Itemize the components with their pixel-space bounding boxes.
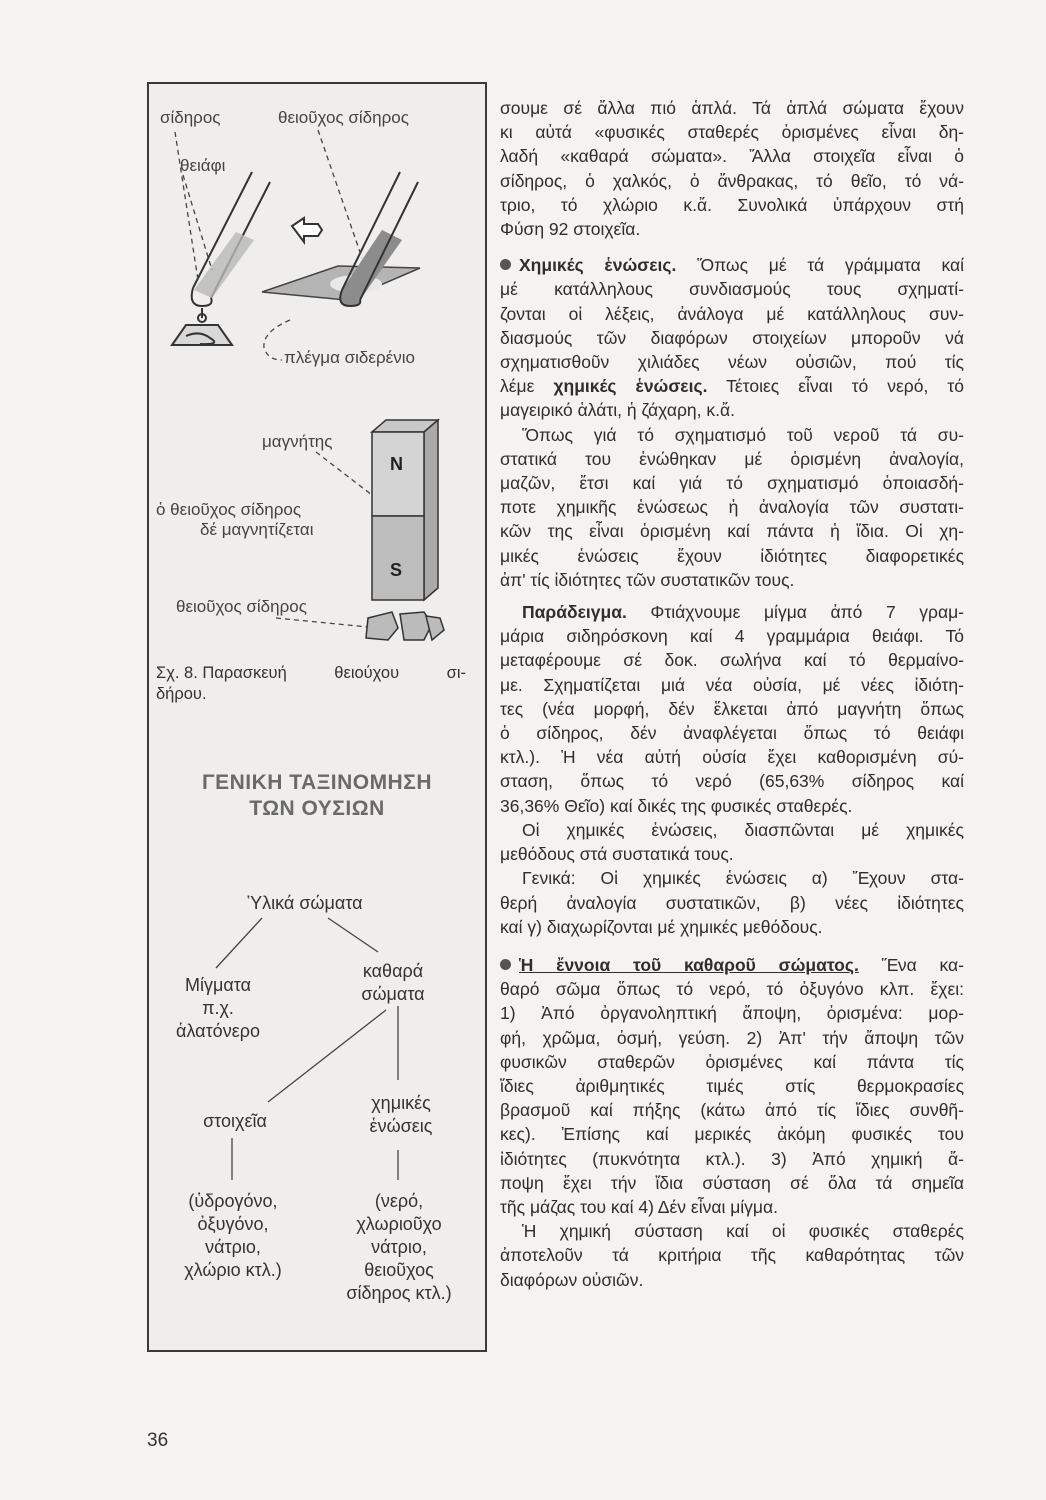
section-chemical-compounds (500, 253, 964, 592)
text-line: 36,36% Θεῖο) καί δικές της φυσικές σταθερές. (500, 795, 853, 816)
text-line: Ἡ χημική σύσταση καί οἱ φυσικές σταθερές (522, 1221, 964, 1242)
text-line: μάρια σιδηρόσκονη καί 4 γραμμάρια θειάφι. Τό (500, 626, 964, 647)
text-line: ἀποτελοῦν τά κριτήρια τῆς καθαρότητας τῶν (500, 1245, 964, 1266)
text-line: ζονται οἱ λέξεις, ἀνάλογα μέ κατάλληλους συν- (500, 303, 964, 324)
text-line: ὁ σίδηρος, δέν ἀναφλέγεται ὅπως τό θειάφι (500, 723, 964, 744)
tree-compounds-examples (322, 1190, 476, 1305)
compounds-example-5: σίδηρος κτλ.) (346, 1283, 452, 1303)
text-span: λέμε (500, 376, 554, 397)
compounds-line-2: ἑνώσεις (369, 1116, 433, 1136)
text-line: κτλ.). Ἡ νέα αὐτή οὐσία ἔχει καθορισμένη σύ- (500, 747, 964, 768)
pure-line-2: σώματα (361, 984, 425, 1004)
text-line: θαρό σῶμα ὅπως τό νερό, τό ὀξυγόνο κλπ. ἔχει: (500, 979, 964, 1000)
page-number: 36 (147, 1430, 169, 1451)
paragraph-elements (500, 96, 964, 241)
text-line: κῶν της εἶναι ὁρισμένη καί πάντα ἡ ἴδια. Οἱ χη- (500, 521, 964, 542)
elements-example-4: χλώριο κτλ.) (184, 1260, 282, 1280)
text-line: μέ κατάλληλους συνδιασμούς τους σχηματί- (500, 279, 964, 300)
text-line: διασμούς τῶν διαφόρων στοιχείων μποροῦν νά (500, 327, 964, 348)
tree-compounds (346, 1092, 456, 1138)
magnet-pole-n: N (390, 454, 403, 474)
main-text-column (500, 96, 964, 1292)
label-sulfur: θειάφι (180, 156, 226, 175)
text-line: λαδή «καθαρά σώματα». Ἄλλα στοιχεῖα εἶναι ὁ (500, 146, 964, 167)
caption-part-1: Σχ. 8. Παρασκευή (156, 664, 287, 682)
text-line: μεταφέρουμε σέ δοκ. σωλήνα καί τό θερμαίνο- (500, 650, 964, 671)
text-line: 1) Ἀπό ὀργανοληπτική ἄποψη, ὁρισμένα: μορ- (500, 1003, 964, 1024)
elements-example-1: (ὑδρογόνο, (188, 1191, 278, 1211)
label-iron-sulfide-bottom: θειοῦχος σίδηρος (176, 597, 307, 616)
bullet-icon (500, 259, 511, 270)
text-line: κες). Ἐπίσης καί μερικές ἀκόμη φυσικές του (500, 1124, 964, 1145)
text-line: σουμε σέ ἄλλα πιό ἁπλά. Τά ἁπλά σώματα ἔχουν (500, 98, 964, 118)
text-line: καί γ) διαχωρίζονται μέ χημικές μεθόδους. (500, 916, 823, 937)
text-line (500, 253, 964, 277)
text-line: με. Σχηματίζεται μιά νέα οὐσία, μέ νέες ἰδιότη- (500, 674, 964, 695)
text-line: σχηματισθοῦν χιλιάδες νέων οὐσιῶν, πού τίς (500, 352, 964, 373)
text-line: φυσικῶν σταθερῶν ὁρισμένες καί πάντα τίς (500, 1051, 964, 1072)
section-pure-substance (500, 953, 964, 1292)
compounds-example-1: (νερό, (374, 1191, 424, 1211)
text-line: μαζῶν, ἔτσι καί γιά τό σχηματισμό ὁποιασδή- (500, 473, 964, 494)
text-line (500, 374, 964, 398)
example-heading: Παράδειγμα. (522, 602, 627, 623)
label-magnet: μαγνήτης (262, 432, 333, 451)
text-line: ποψη ἔχει τήν ἴδια σύσταση σέ ὅλα τά σημεῖα (500, 1172, 964, 1193)
text-line: στατικά του ἑνώθηκαν μέ ὁρισμένη ἀναλογία, (500, 448, 964, 469)
text-span: Ὅπως μέ τά γράμματα καί (676, 255, 964, 276)
tree-elements: στοιχεῖα (203, 1111, 267, 1131)
text-line: τριο, τό χλώριο κ.ἄ. Συνολικά ὑπάρχουν στή (500, 194, 964, 215)
text-line: φή, χρῶμα, ὀσμή, γεύση. 2) Ἀπ' τήν ἄποψη τῶν (500, 1027, 964, 1048)
text-line: ποτε χημικῆς ἑνώσεως ἡ ἀναλογία τῶν συστατι- (500, 497, 964, 518)
text-line: τες (νέα μορφή, δέν ἕλκεται ἀπό μαγνήτη ὅπως (500, 698, 964, 719)
text-line (500, 953, 964, 977)
label-not-magnetized-1: ὁ θειοῦχος σίδηρος (156, 500, 302, 519)
text-line: κι αὐτά «φυσικές σταθερές ὁρισμένες εἶναι δη- (500, 122, 964, 143)
text-line: διαφόρων οὐσιῶν. (500, 1269, 644, 1290)
text-span: Φτιάχνουμε μίγμα ἀπό 7 γραμ- (626, 602, 964, 623)
classification-title-line-2: ΤΩΝ ΟΥΣΙΩΝ (249, 797, 385, 820)
compounds-example-3: νάτριο, (371, 1237, 427, 1257)
section-heading-pure-substance: Ἡ ἔννοια τοῦ καθαροῦ σώματος. (519, 954, 859, 975)
text-line (500, 600, 964, 624)
tree-root: Ὑλικά σώματα (247, 893, 363, 913)
mixtures-line-3: ἁλατόνερο (176, 1021, 260, 1041)
classification-title-line-1: ΓΕΝΙΚΗ ΤΑΞΙΝΟΜΗΣΗ (201, 771, 432, 794)
text-line: Οἱ χημικές ἑνώσεις, διασπῶνται μέ χημικές (522, 819, 964, 840)
tree-pure-substances (338, 960, 448, 1006)
compounds-line-1: χημικές (371, 1093, 431, 1113)
text-line: ἴδιες ἀριθμητικές τιμές στίς θερμοκρασίες (500, 1075, 964, 1096)
text-span: Τέτοιες εἶναι τό νερό, τό (707, 376, 964, 397)
label-iron-mesh: πλέγμα σιδερένιο (284, 348, 415, 367)
text-line: ἀπ' τίς ἰδιότητες τῶν συστατικῶν τους. (500, 569, 795, 590)
text-line: Ὅπως γιά τό σχηματισμό τοῦ νεροῦ τά συ- (522, 424, 964, 445)
label-not-magnetized-2: δέ μαγνητίζεται (200, 520, 314, 539)
elements-example-2: ὀξυγόνο, (197, 1214, 269, 1234)
caption-part-2: θειούχου (334, 664, 400, 682)
text-line: ἰδιότητες (πυκνότητα κτλ.). 3) Ἀπό χημική ἄ- (500, 1148, 964, 1169)
bold-term-compounds: χημικές ἑνώσεις. (553, 376, 708, 397)
text-line: μεθόδους στά συστατικά τους. (500, 844, 734, 865)
text-span: Ἕνα κα- (858, 954, 965, 975)
tree-elements-examples (158, 1190, 308, 1282)
elements-example-3: νάτριο, (205, 1237, 261, 1257)
text-line: μικές ἑνώσεις ἔχουν ἰδιότητες διαφορετικές (500, 545, 964, 566)
text-line: μαγειρικό ἁλάτι, ἡ ζάχαρη, κ.ἄ. (500, 400, 735, 421)
bullet-icon (500, 959, 511, 970)
text-line: βρασμοῦ καί πήξης (κάτω ἀπό τίς ἴδιες συνθῆ- (500, 1100, 964, 1121)
section-example (500, 600, 964, 939)
pure-line-1: καθαρά (362, 961, 424, 981)
text-line: θερή ἀναλογία συστατικῶν, β) νέες ἰδιότητες (500, 892, 964, 913)
mixtures-line-1: Μίγματα (184, 975, 252, 995)
text-line: σίδηρος, ὁ χαλκός, ὁ ἄνθρακας, τό θεῖο, τό νά- (500, 170, 964, 191)
tree-mixtures (168, 974, 268, 1043)
mixtures-line-2: π.χ. (202, 998, 234, 1018)
label-iron-sulfide-top: θειοῦχος σίδηρος (278, 108, 409, 127)
caption-part-3: σι- (446, 664, 466, 682)
compounds-example-4: θειοῦχος (364, 1260, 434, 1280)
label-iron: σίδηρος (160, 108, 221, 127)
compounds-example-2: χλωριοῦχο (356, 1214, 442, 1234)
magnet-pole-s: S (390, 560, 403, 580)
text-line: σταση, ὅπως τό νερό (65,63% σίδηρος καί (500, 771, 964, 792)
text-line: Γενικά: Οἱ χημικές ἑνώσεις α) Ἔχουν στα- (522, 868, 964, 889)
text-line: τῆς μάζας του καί 4) Δέν εἶναι μίγμα. (500, 1196, 778, 1217)
text-line: Φύση 92 στοιχεῖα. (500, 219, 641, 240)
section-heading-compounds: Χημικές ἑνώσεις. (519, 255, 677, 276)
caption-line-2: δήρου. (156, 685, 207, 703)
